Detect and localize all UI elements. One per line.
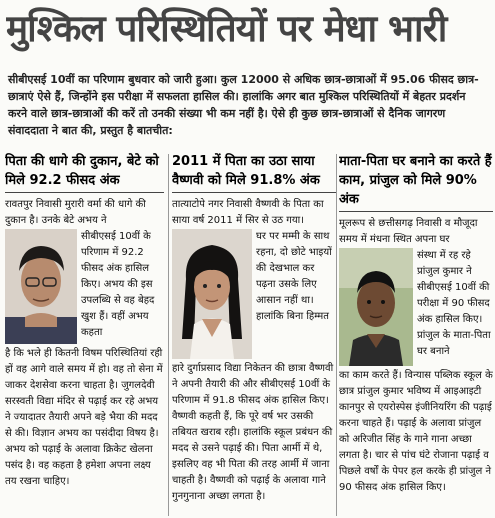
story-body: का काम करते हैं। विन्यास पब्लिक स्कूल के छात्र प्रांजुल कुमार भविष्य में आइआइटी कानपुर से एयरोस्पेस इंजीनियरिंग की पढ़ाई करना चाहते हैं। पढ़ाई के अलावा प्रांजुल को अरिजीत सिंह के गाने गाना अच्छा लगता है। चार से पांच घंटे रोजाना पढ़ाई व पिछले वर्षों के पेपर हल करके ही प्रांजुल ने 90 फीसद अंक हासिल किए। — [339, 370, 493, 493]
story-column-3 — [339, 152, 493, 518]
story-title: पिता की धागे की दुकान, बेटे को मिले 92.2 फीसद अंक — [5, 152, 164, 193]
student-photo — [172, 229, 252, 359]
headline: मुश्किल परिस्थितियों पर मेधा भारी — [6, 6, 447, 50]
story-wrap-text: संस्था में रह रहे प्रांजुल कुमार ने सीबीएसई 10वीं की परीक्षा में 90 फीसद अंक हासिल किए। प्रांजुल के माता-पिता घर बनाने — [417, 250, 491, 357]
story-column-1 — [5, 152, 164, 518]
story-title: माता-पिता घर बनाने का करते हैं काम, प्रांजुल को मिले 90% अंक — [339, 152, 493, 212]
story-body: हारे दुर्गाप्रसाद विद्या निकेतन की छात्रा वैष्णवी ने अपनी तैयारी की और सीबीएसई 10वीं के परिणाम में 91.8 फीसद अंक हासिल किए। वैष्णवी कहती हैं, कि पूरे वर्ष भर उसकी तबियत खराब रही। हालांकि स्कूल प्रबंधन की मदद से उसने पढ़ाई की। पिता आर्मी में थे, इसलिए वह भी पिता की तरह आर्मी में जाना चाहती है। वैष्णवी को पढ़ाई के अलावा गाने गुनगुनाना अच्छा लगता है। — [172, 363, 334, 502]
story-wrap-text: सीबीएसई 10वीं के परिणाम में 92.2 फीसद अंक हासिल किए। अभय की इस उपलब्धि से वह बेहद खुश हैं। वहीं अभय कहता — [81, 231, 155, 338]
story-wrap-text: घर पर मम्मी के साथ रहना, दो छोटे भाइयों की देखभाल कर पढ़ना उसके लिए आसान नहीं था। हालांकि बिना हिम्मत — [256, 231, 332, 322]
intro-paragraph: सीबीएसई 10वीं का परिणाम बुधवार को जारी हुआ। कुल 12000 से अधिक छात्र-छात्राओं में 95.06 फीसद छात्र-छात्राएं ऐसे हैं, जिन्होंने इस परीक्षा में सफलता हासिल की। हालांकि अगर बात मुश्किल परिस्थितियों में बेहतर प्रदर्शन करने वाले छात्र-छात्राओं की करें तो उनकी संख्या भी कम नहीं है। ऐसे ही कुछ छात्र-छात्राओं से दैनिक जागरण संवाददाता ने बात की, प्रस्तुत है बातचीत: — [8, 73, 479, 137]
student-photo — [339, 248, 413, 366]
student-photo — [5, 229, 77, 344]
story-body: है कि भले ही कितनी विषम परिस्थितियां रही हों वह आगे वाले समय में हो। वह तो सेना में जाकर देशसेवा करना चाहता है। जुगलदेवी सरस्वती विद्या मंदिर से पढ़ाई कर रहे अभय ने ज्यादातर तैयारी अपने बड़े भैया की मदद से की। विज्ञान अभय का पसंदीदा विषय है। अभय को पढ़ाई के अलावा क्रिकेट खेलना पसंद है। वह कहता है हमेशा अपना लक्ष्य तय रखना चाहिए। — [5, 348, 163, 487]
story-lead: तात्याटोपे नगर निवासी वैष्णवी के पिता का साया वर्ष 2011 में सिर से उठ गया। — [172, 199, 324, 226]
story-lead: मूलरूप से छत्तीसगढ़ निवासी व मौजूदा समय में मंधना स्थित अपना घर — [339, 218, 478, 245]
column-divider — [336, 154, 337, 516]
story-lead: रावतपुर निवासी मुरारी वर्मा की धागे की दुकान है। उनके बेटे अभय ने — [5, 199, 146, 226]
column-divider — [168, 154, 169, 516]
story-title: 2011 में पिता का उठा साया वैष्णवी को मिले 91.8% अंक — [172, 152, 336, 193]
story-column-2 — [172, 152, 336, 518]
